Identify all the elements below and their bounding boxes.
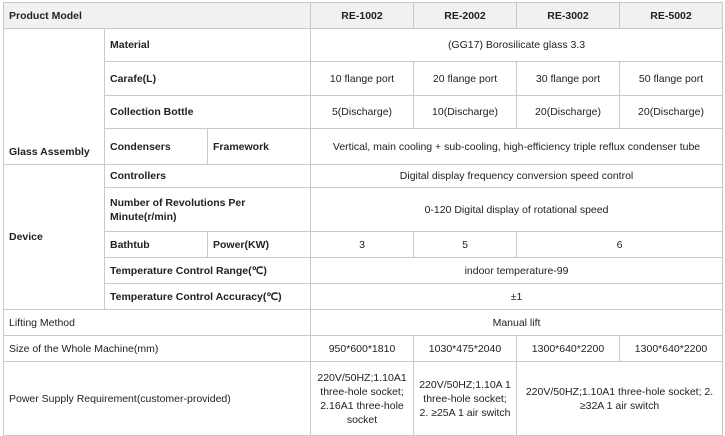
power-supply-value: 220V/50HZ;1.10A1 three-hole socket; 2.16A1 three-hole socket: [311, 362, 414, 436]
table-header-row: [4, 3, 723, 29]
collection-bottle-value: 20(Discharge): [517, 96, 620, 129]
lifting-method-value: Manual lift: [311, 310, 723, 336]
temp-accuracy-value: ±1: [311, 284, 723, 310]
revolutions-value: 0-120 Digital display of rotational speed: [311, 188, 723, 232]
machine-size-value: 1300*640*2200: [517, 336, 620, 362]
model-re-2002: RE-2002: [414, 3, 517, 29]
bathtub-power-value: 3: [311, 232, 414, 258]
table-row: [4, 129, 723, 165]
collection-bottle-value: 5(Discharge): [311, 96, 414, 129]
product-spec-table: [3, 2, 723, 436]
bathtub-power-value: 6: [517, 232, 723, 258]
power-supply-label: Power Supply Requirement(customer-provided): [4, 362, 311, 436]
carafe-label: Carafe(L): [105, 62, 311, 96]
carafe-value: 50 flange port: [620, 62, 723, 96]
material-value: (GG17) Borosilicate glass 3.3: [311, 29, 723, 62]
framework-label: Framework: [208, 129, 311, 165]
bathtub-label: Bathtub: [105, 232, 208, 258]
device-group-label: Device: [4, 165, 105, 310]
condensers-value: Vertical, main cooling + sub-cooling, high-efficiency triple reflux condenser tube: [311, 129, 723, 165]
temp-range-label: Temperature Control Range(℃): [105, 258, 311, 284]
material-label: Material: [105, 29, 311, 62]
controllers-label: Controllers: [105, 165, 311, 188]
machine-size-label: Size of the Whole Machine(mm): [4, 336, 311, 362]
table-row: [4, 62, 723, 96]
table-row: [4, 165, 723, 188]
table-row: [4, 29, 723, 62]
machine-size-value: 1300*640*2200: [620, 336, 723, 362]
temp-accuracy-label: Temperature Control Accuracy(℃): [105, 284, 311, 310]
bathtub-power-value: 5: [414, 232, 517, 258]
product-model-label: Product Model: [4, 3, 311, 29]
table-row: [4, 362, 723, 436]
model-re-3002: RE-3002: [517, 3, 620, 29]
table-row: [4, 232, 723, 258]
table-row: [4, 258, 723, 284]
power-kw-label: Power(KW): [208, 232, 311, 258]
temp-range-value: indoor temperature-99: [311, 258, 723, 284]
glass-assembly-group-label: Glass Assembly: [4, 29, 105, 165]
collection-bottle-value: 10(Discharge): [414, 96, 517, 129]
controllers-value: Digital display frequency conversion speed control: [311, 165, 723, 188]
carafe-value: 30 flange port: [517, 62, 620, 96]
collection-bottle-value: 20(Discharge): [620, 96, 723, 129]
power-supply-value: 220V/50HZ;1.10A 1 three-hole socket; 2. ≥25A 1 air switch: [414, 362, 517, 436]
table-row: [4, 336, 723, 362]
machine-size-value: 950*600*1810: [311, 336, 414, 362]
condensers-label: Condensers: [105, 129, 208, 165]
carafe-value: 10 flange port: [311, 62, 414, 96]
power-supply-value: 220V/50HZ;1.10A1 three-hole socket; 2. ≥32A 1 air switch: [517, 362, 723, 436]
table-row: [4, 96, 723, 129]
revolutions-label: Number of Revolutions Per Minute(r/min): [105, 188, 311, 232]
model-re-1002: RE-1002: [311, 3, 414, 29]
machine-size-value: 1030*475*2040: [414, 336, 517, 362]
collection-bottle-label: Collection Bottle: [105, 96, 311, 129]
model-re-5002: RE-5002: [620, 3, 723, 29]
table-row: [4, 188, 723, 232]
carafe-value: 20 flange port: [414, 62, 517, 96]
lifting-method-label: Lifting Method: [4, 310, 311, 336]
table-row: [4, 310, 723, 336]
table-row: [4, 284, 723, 310]
